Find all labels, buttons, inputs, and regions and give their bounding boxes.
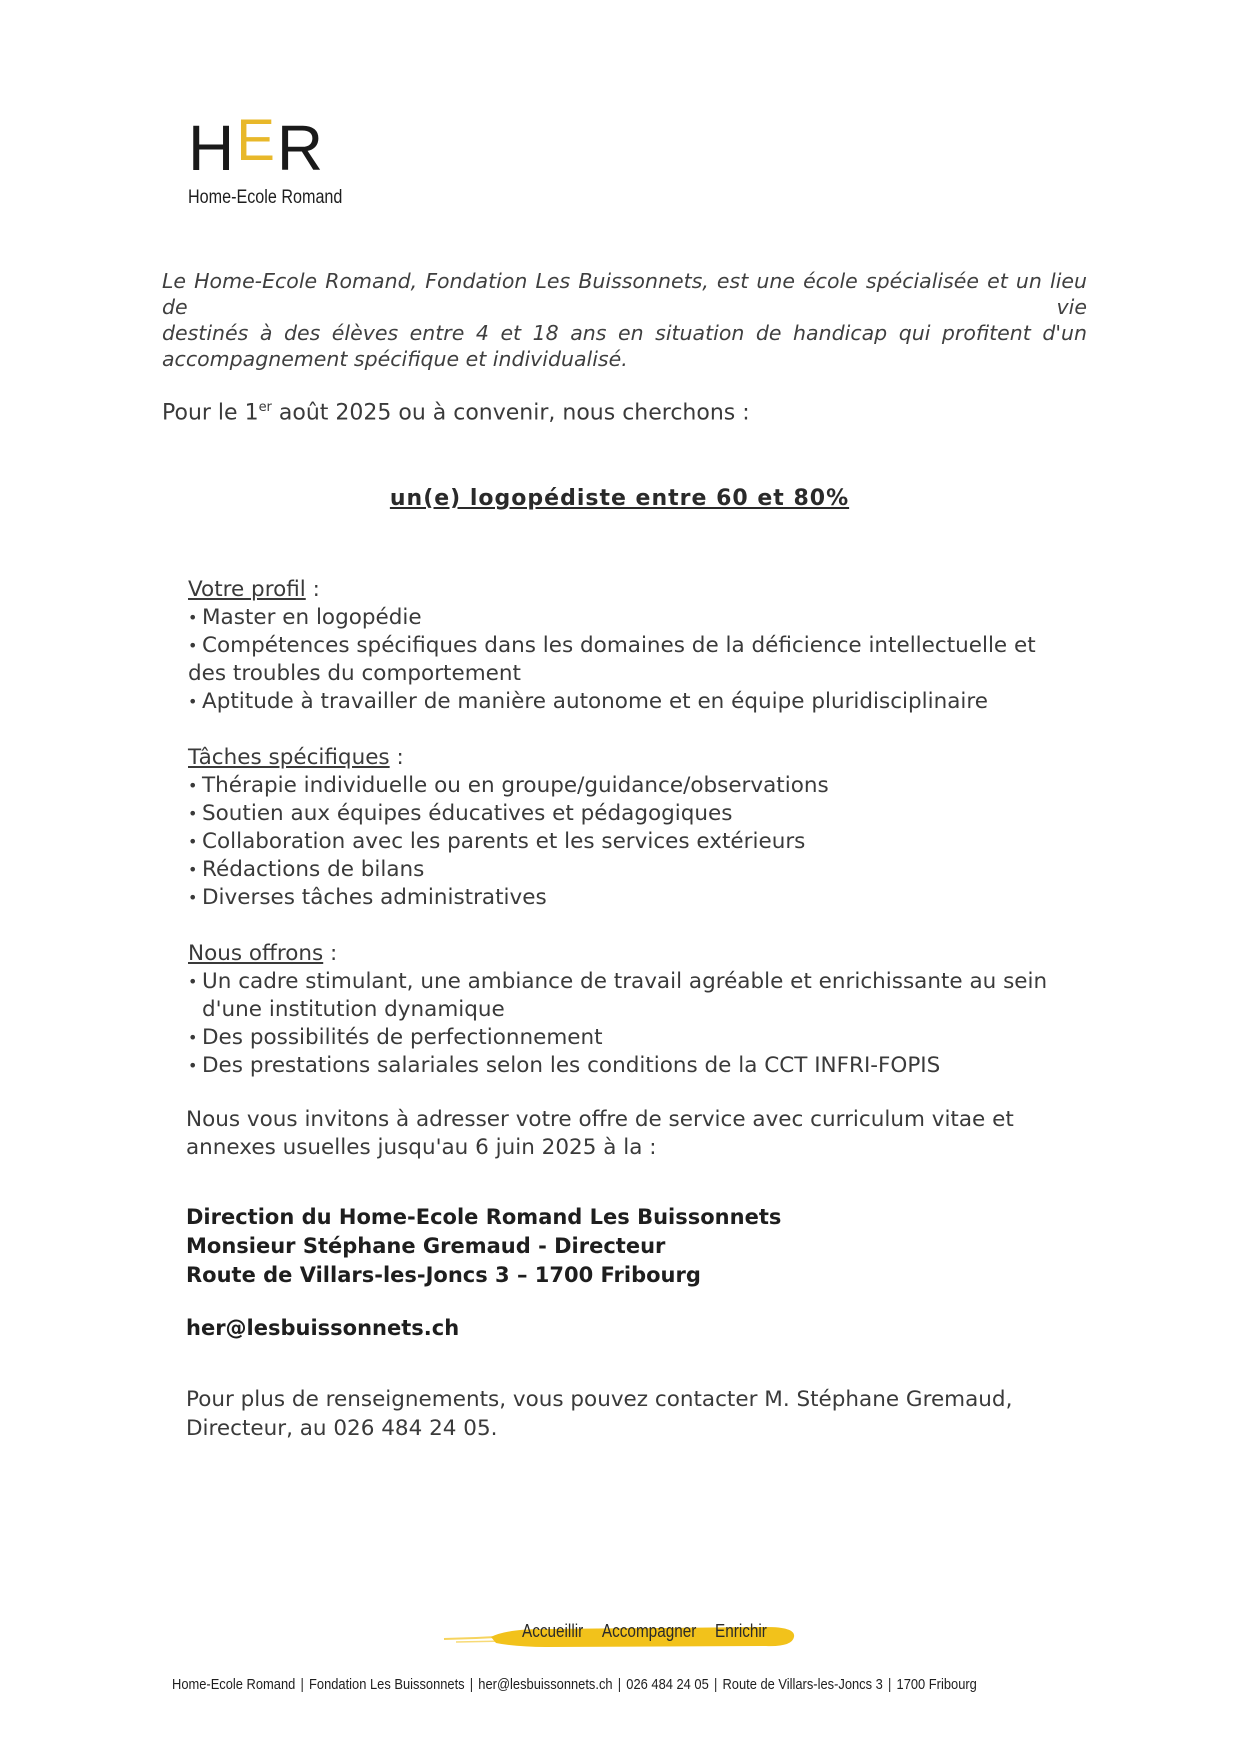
footer-part: Route de Villars-les-Joncs 3 xyxy=(722,1676,883,1693)
offer-heading: Nous offrons xyxy=(188,941,324,966)
offer-heading-suffix: : xyxy=(323,941,338,966)
tagline-words xyxy=(522,1621,786,1642)
apply-line-2: annexes usuelles jusqu'au 6 juin 2025 à la : xyxy=(186,1135,657,1160)
email-address[interactable]: her@lesbuissonnets.ch xyxy=(186,1316,460,1340)
tasks-list xyxy=(188,772,1088,912)
profile-heading-suffix: : xyxy=(305,577,320,602)
tagline-word-1: Accueillir xyxy=(522,1621,584,1641)
intro-line-1: Le Home-Ecole Romand, Fondation Les Buissonnets, est une école spécialisée et un lieu de vie xyxy=(162,269,1087,319)
list-item: • Collaboration avec les parents et les services extérieurs xyxy=(188,828,1088,856)
footer-separator: | xyxy=(888,1676,892,1693)
date-line xyxy=(162,400,750,425)
logo-subtitle: Home-Ecole Romand xyxy=(188,187,343,208)
apply-line-1: Nous vous invitons à adresser votre offre de service avec curriculum vitae et xyxy=(186,1107,1014,1132)
footer-separator: | xyxy=(300,1676,304,1693)
profile-continuation: des troubles du comportement xyxy=(188,661,521,686)
footer-separator: | xyxy=(617,1676,622,1693)
tasks-heading-suffix: : xyxy=(389,745,404,770)
offer-section xyxy=(188,940,1088,1080)
list-item: • Rédactions de bilans xyxy=(188,856,1088,884)
tagline xyxy=(436,1617,806,1651)
list-item: • Compétences spécifiques dans les domaines de la déficience intellectuelle et xyxy=(188,632,1088,660)
profile-list-2 xyxy=(188,688,1088,716)
footer-separator: | xyxy=(713,1676,718,1693)
job-title: un(e) logopédiste entre 60 et 80% xyxy=(389,486,850,511)
application-paragraph xyxy=(186,1106,1086,1162)
footer-email[interactable]: her@lesbuissonnets.ch xyxy=(478,1676,613,1693)
footer-phone: 026 484 24 05 xyxy=(626,1676,709,1693)
list-item: • Diverses tâches administratives xyxy=(188,884,1088,912)
tagline-word-2: Accompagner xyxy=(601,1621,697,1641)
list-item: • Des possibilités de perfectionnement xyxy=(188,1024,1088,1052)
tasks-section xyxy=(188,744,1088,912)
offer-continuation: d'une institution dynamique xyxy=(202,997,505,1022)
footer-separator: | xyxy=(469,1676,474,1693)
intro-line-3: accompagnement spécifique et individualisé. xyxy=(162,347,628,371)
profile-section xyxy=(188,576,1088,716)
offer-list xyxy=(188,968,1088,996)
logo-letter-e: E xyxy=(236,108,277,173)
tagline-word-3: Enrichir xyxy=(715,1621,767,1641)
list-item: • Des prestations salariales selon les conditions de la CCT INFRI-FOPIS xyxy=(188,1052,1088,1080)
intro-line-2: destinés à des élèves entre 4 et 18 ans en situation de handicap qui profitent d'un xyxy=(162,321,1087,345)
address-block xyxy=(186,1203,781,1290)
list-item: • Master en logopédie xyxy=(188,604,1088,632)
offer-list-2 xyxy=(188,1024,1088,1080)
intro-paragraph xyxy=(162,268,1087,398)
logo-letters xyxy=(188,108,358,187)
contact-paragraph xyxy=(186,1385,1086,1443)
footer-part: Home-Ecole Romand xyxy=(172,1676,296,1693)
address-line-1: Direction du Home-Ecole Romand Les Buissonnets xyxy=(186,1205,782,1229)
logo xyxy=(188,108,358,209)
logo-letter-h: H xyxy=(188,112,237,184)
address-line-2: Monsieur Stéphane Gremaud - Directeur xyxy=(186,1234,666,1258)
date-line-sup: er xyxy=(258,400,272,415)
date-line-after: août 2025 ou à convenir, nous cherchons : xyxy=(271,400,750,426)
list-item: • Aptitude à travailler de manière autonome et en équipe pluridisciplinaire xyxy=(188,688,1088,716)
logo-letter-r: R xyxy=(276,112,326,184)
footer xyxy=(172,1676,977,1693)
date-line-before: Pour le 1 xyxy=(162,400,259,426)
list-item: • Un cadre stimulant, une ambiance de travail agréable et enrichissante au sein xyxy=(188,968,1088,996)
footer-part: 1700 Fribourg xyxy=(896,1676,977,1693)
contact-line-1: Pour plus de renseignements, vous pouvez contacter M. Stéphane Gremaud, xyxy=(186,1387,1013,1412)
footer-part: Fondation Les Buissonnets xyxy=(309,1676,465,1693)
profile-list xyxy=(188,604,1088,660)
address-line-3: Route de Villars-les-Joncs 3 – 1700 Fribourg xyxy=(186,1263,701,1287)
contact-line-2: Directeur, au 026 484 24 05. xyxy=(186,1416,498,1441)
tasks-heading: Tâches spécifiques xyxy=(188,745,390,770)
list-item: • Thérapie individuelle ou en groupe/guidance/observations xyxy=(188,772,1088,800)
list-item: • Soutien aux équipes éducatives et pédagogiques xyxy=(188,800,1088,828)
profile-heading: Votre profil xyxy=(188,577,306,602)
